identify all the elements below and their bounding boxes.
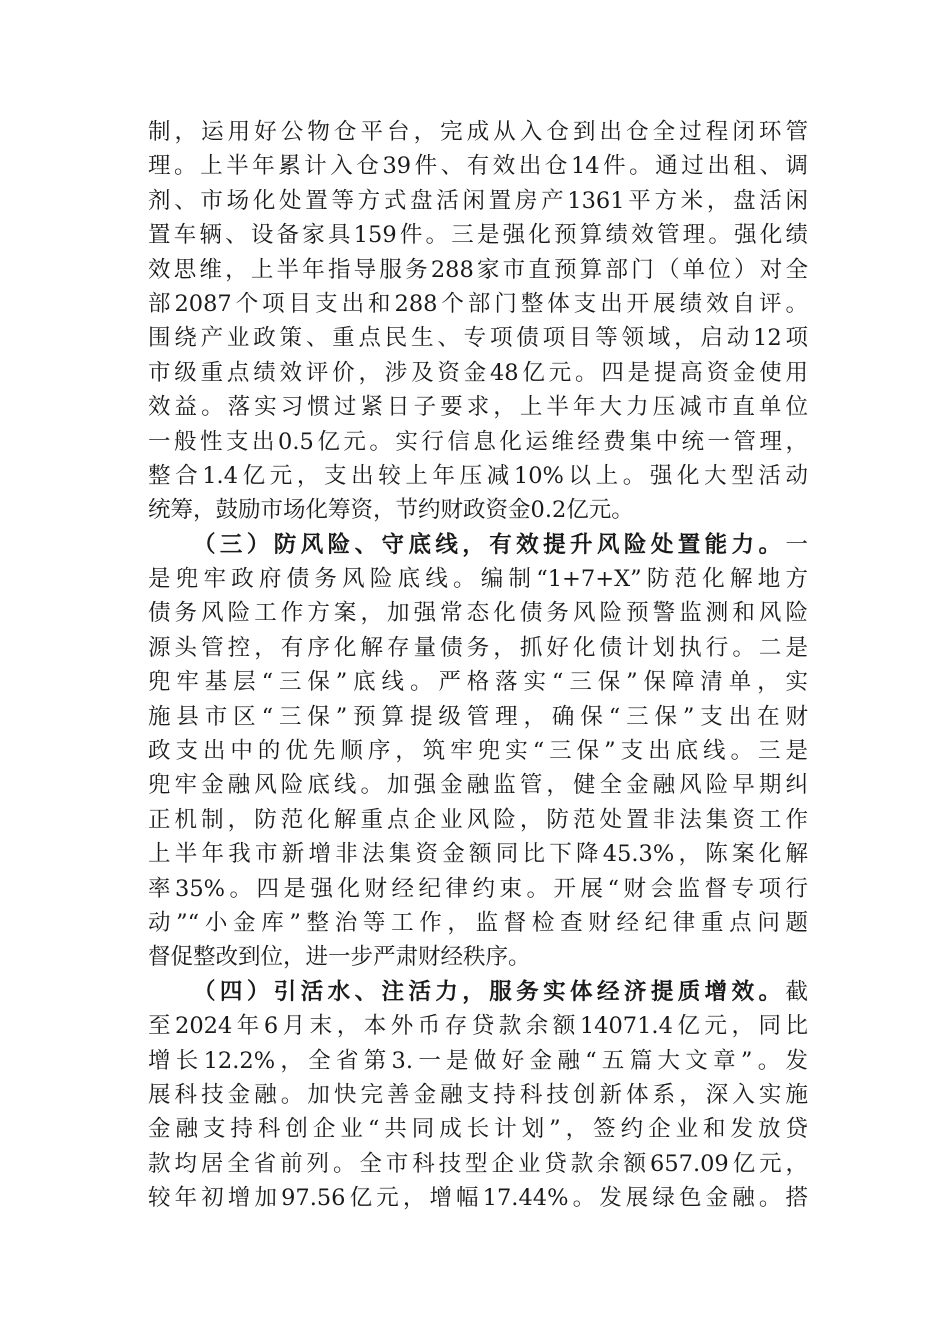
- text-line: 部2087个项目支出和288个部门整体支出开展绩效自评。: [148, 290, 808, 317]
- section-heading: （四）引活水、注活力，服务实体经济提质增效。: [193, 978, 786, 1005]
- document-body: [148, 115, 808, 1216]
- text-line: 统筹，鼓励市场化筹资，节约财政资金0.2亿元。: [148, 497, 634, 524]
- paragraph-1: [148, 115, 808, 528]
- text-run: 截: [785, 978, 808, 1005]
- text-line: 兜牢金融风险底线。加强金融监管，健全金融风险早期纠: [148, 772, 808, 799]
- text-line: 理。上半年累计入仓39件、有效出仓14件。通过出租、调: [148, 153, 808, 180]
- text-line: 是兜牢政府债务风险底线。编制“1+7+X”防范化解地方: [148, 566, 808, 593]
- text-line: 围绕产业政策、重点民生、专项债项目等领域，启动12项: [148, 325, 808, 352]
- text-line: 率35%。四是强化财经纪律约束。开展“财会监督专项行: [148, 875, 808, 902]
- text-line: 市级重点绩效评价，涉及资金48亿元。四是提高资金使用: [148, 359, 808, 386]
- text-line: 剂、市场化处置等方式盘活闲置房产1361平方米，盘活闲: [148, 187, 808, 214]
- text-line: 动”“小金库”整治等工作，监督检查财经纪律重点问题: [148, 909, 808, 936]
- text-line: 施县市区“三保”预算提级管理，确保“三保”支出在财: [148, 703, 808, 730]
- text-line: 金融支持科创企业“共同成长计划”，签约企业和发放贷: [148, 1116, 808, 1143]
- paragraph-2: [148, 528, 808, 975]
- text-line: 至2024年6月末，本外币存贷款余额14071.4亿元，同比: [148, 1013, 808, 1040]
- text-line: 较年初增加97.56亿元，增幅17.44%。发展绿色金融。搭: [148, 1185, 808, 1212]
- paragraph-first-line: [148, 975, 808, 1009]
- text-line: 置车辆、设备家具159件。三是强化预算绩效管理。强化绩: [148, 222, 808, 249]
- text-line: 一般性支出0.5亿元。实行信息化运维经费集中统一管理，: [148, 428, 808, 455]
- text-line: 政支出中的优先顺序，筑牢兜实“三保”支出底线。三是: [148, 738, 808, 765]
- text-line: 效益。落实习惯过紧日子要求，上半年大力压减市直单位: [148, 394, 808, 421]
- text-line: 正机制，防范化解重点企业风险，防范处置非法集资工作: [148, 806, 808, 833]
- text-line: 效思维，上半年指导服务288家市直预算部门（单位）对全: [148, 256, 808, 283]
- text-line: 兜牢基层“三保”底线。严格落实“三保”保障清单，实: [148, 669, 808, 696]
- text-line: 督促整改到位，进一步严肃财经秩序。: [148, 944, 531, 971]
- text-line: 制，运用好公物仓平台，完成从入仓到出仓全过程闭环管: [148, 119, 808, 145]
- text-line: 展科技金融。加快完善金融支持科技创新体系，深入实施: [148, 1081, 808, 1108]
- text-line: 款均居全省前列。全市科技型企业贷款余额657.09亿元，: [148, 1150, 808, 1177]
- text-line: 债务风险工作方案，加强常态化债务风险预警监测和风险: [148, 600, 808, 627]
- text-line: 整合1.4亿元，支出较上年压减10%以上。强化大型活动: [148, 462, 808, 489]
- text-line: 源头管控，有序化解存量债务，抓好化债计划执行。二是: [148, 634, 808, 661]
- section-heading: （三）防风险、守底线，有效提升风险处置能力。: [193, 531, 786, 558]
- text-run: 一: [785, 531, 808, 558]
- paragraph-first-line: [148, 528, 808, 562]
- paragraph-3: [148, 975, 808, 1216]
- text-line: 增长12.2%，全省第3.一是做好金融“五篇大文章”。发: [148, 1047, 808, 1074]
- text-line: 上半年我市新增非法集资金额同比下降45.3%，陈案化解: [148, 841, 808, 868]
